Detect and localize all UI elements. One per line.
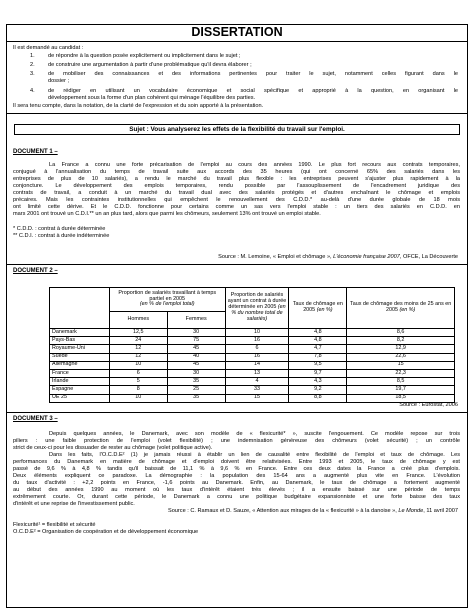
doc1-line: La France a connu une forte précarisation de l'emploi au cours des années 1990. Le plus fort recours aux contrats temporaires, (49, 162, 460, 168)
table-cell: 10 (109, 361, 167, 369)
table-cell: 6 (109, 369, 167, 377)
table-cell: 6 (225, 345, 289, 353)
table-cell: 8,8 (289, 394, 347, 402)
table-cell: 25 (167, 386, 225, 394)
table-cell: 16 (225, 353, 289, 361)
doc3-line: strict de ceux-ci pour les dissuader de rester au chômage (volet politique active). (13, 445, 213, 451)
section-divider (6, 113, 468, 114)
table-cell-country: Suède (50, 353, 110, 361)
table-cell-country: Royaume-Uni (50, 345, 110, 353)
table-cell: 33 (225, 386, 289, 394)
table-cell-country: Allemagne (50, 361, 110, 369)
table-cell: 8,5 (347, 378, 455, 386)
doc2-source: Source : Eurostat, 2006 (399, 402, 458, 408)
doc2-heading: DOCUMENT 2 – (13, 268, 58, 274)
table-row (50, 337, 455, 345)
table-cell: 4,8 (289, 337, 347, 345)
table-cell: 18,5 (347, 394, 455, 402)
doc1-line: conjugué à l'annualisation du temps de travail suite aux accords des 35 heures (qui ont concerné 65% des salariés dans les (13, 169, 460, 175)
table-cell: 4,3 (289, 378, 347, 386)
table-row (50, 353, 455, 361)
doc1-line: ont limité cette dérive. Et le C.D.D. fonctionne pour certains comme un sas vers l'emploi stable : un tiers des salariés en C.D.D. en (13, 204, 460, 210)
doc3-note: Flexicurité¹ = flexibilité et sécurité (13, 522, 96, 528)
intro-item-cont: dossier ; (48, 78, 70, 84)
table-cell: 8,2 (347, 337, 455, 345)
table-cell: 12,5 (109, 329, 167, 337)
doc3-line: au début des années 1990 au moment où les taux d'intérêt étaient très élevés ; il a ensuite baissé sur une période de temps (13, 487, 460, 493)
doc1-line: précaires. Mais les contraintes institutionnelles qui empêchent le renouvellement des C.D.D.* au-delà d'une durée globale de 18 mois (13, 197, 460, 203)
table-cell-country: France (50, 369, 110, 377)
table-cell: 12 (109, 345, 167, 353)
table-cell: 19,7 (347, 386, 455, 394)
doc1-line: entreprises de plus de 10 salariés), a rendu le marché du travail plus flexible : les entreprises peuvent s'ajuster plus rapidement à la (13, 176, 460, 182)
table-cell: 24 (109, 337, 167, 345)
doc3-line: piliers : une faible protection de l'emploi (volet flexibilité) ; une indemnisation généreuse des chômeurs (volet sécurité) ; un contrôle (13, 438, 460, 444)
intro-item: de répondre à la question posée explicitement ou implicitement dans le sujet ; (48, 53, 241, 59)
table-cell: 45 (167, 345, 225, 353)
table-cell: 40 (167, 353, 225, 361)
table-header-part-time: Proportion de salariés travaillant à temps partiel en 2005 (en % de l'emploi total) (109, 288, 225, 312)
doc3-line: Dans les faits, l'O.C.D.E² (1) je jamais réussi à établir un lien de causalité entre flexibilité de l'emploi et taux de chômage. Les (49, 452, 460, 458)
table-cell: 22,3 (347, 369, 455, 377)
table-cell: 15 (225, 394, 289, 402)
intro-item: de rédiger en utilisant un vocabulaire économique et social spécifique et approprié à la question, en organisant le (48, 88, 458, 94)
section-divider (6, 264, 468, 265)
table-cell: 75 (167, 337, 225, 345)
table-cell: 8,6 (347, 329, 455, 337)
table-row (50, 386, 455, 394)
doc3-line: performances du Danemark en matière de chômage et d'emploi doivent être relativisées. Entre 1993 et 2005, le taux de chômage y est (13, 459, 460, 465)
doc3-line: passé de 9,6 % à 4,8 % tandis qu'il baissait de 11,1 % à 9,6 % en France. Entre ces deux dates la France a créé plus d'emplois. (13, 466, 460, 472)
doc1-heading: DOCUMENT 1 – (13, 149, 58, 155)
table-cell: 4,8 (289, 329, 347, 337)
table-cell: 9,2 (289, 386, 347, 394)
intro-item-cont: développement sous la forme d'un plan cohérent qui ménage l'équilibre des parties. (48, 95, 256, 101)
doc3-note: O.C.D.E² = Organisation de coopération et de développement économique (13, 529, 199, 535)
table-cell-country: UE 25 (50, 394, 110, 402)
doc3-line: d'intérêt et une reprise de l'investissement public. (13, 501, 135, 507)
intro-item-number: 3. (30, 71, 35, 77)
table-cell: 30 (167, 369, 225, 377)
table-cell: 4 (225, 378, 289, 386)
table-cell-country: Pays-Bas (50, 337, 110, 345)
table-cell: 9,7 (289, 369, 347, 377)
table-cell: 15 (347, 361, 455, 369)
table-cell-country: Irlande (50, 378, 110, 386)
sujet-text: Sujet : Vous analyserez les effets de la flexibilité du travail sur l'emploi. (129, 126, 345, 133)
table-cell: 8 (109, 386, 167, 394)
table-cell: 14 (225, 361, 289, 369)
table-row (50, 378, 455, 386)
table-cell: 12,9 (347, 345, 455, 353)
table-header-fixed-term: Proportion de salariés ayant un contrat à durée déterminée en 2005 (en % du nombre total de salariés) (225, 288, 289, 329)
table-header-men: Hommes (109, 312, 167, 329)
doc1-note: * C.D.D. : contrat à durée déterminée (13, 226, 106, 232)
table-cell: 22,6 (347, 353, 455, 361)
doc1-source: Source : M. Lemoine, « Emploi et chômage », L'économie française 2007, OFCE, La Découverte (218, 254, 458, 260)
table-row (50, 329, 455, 337)
intro-lead: Il est demandé au candidat : (13, 45, 84, 51)
table-cell: 5 (109, 378, 167, 386)
intro-item-number: 1. (30, 53, 35, 59)
table-cell: 30 (167, 329, 225, 337)
table-cell: 10 (225, 329, 289, 337)
doc1-line: contrats de travail, a conduit à un marché du travail dual avec des salariés protégés et d'autres enchaînant le chômage et emplois (13, 190, 460, 196)
intro-item-number: 4. (30, 88, 35, 94)
table-cell: 35 (167, 394, 225, 402)
table-header-youth-unemployment: Taux de chômage des moins de 25 ans en 2005 (en %) (347, 288, 455, 329)
section-divider (6, 412, 468, 413)
intro-item: de construire une argumentation à partir d'une problématique qu'il devra élaborer ; (48, 62, 252, 68)
doc2-table (49, 287, 455, 403)
intro-closing: Il sera tenu compte, dans la notation, de la clarté de l'expression et du soin apporté à la présentation. (13, 103, 264, 109)
doc3-line: Deux éléments expliquent ce paradoxe. La démographie : la population des 15-64 ans a augmenté plus vite en France. L'évolution (13, 473, 460, 479)
doc1-line: mars 2001 ont trouvé un C.D.I.** un an plus tard, alors que parmi les chômeurs, seulement 13% ont trouvé un emploi stable. (13, 211, 321, 217)
table-row (50, 345, 455, 353)
table-header-country (50, 288, 110, 329)
doc1-note: ** C.D.I. : contrat à durée indéterminée (13, 233, 110, 239)
intro-item-number: 2. (30, 62, 35, 68)
doc3-line: Depuis quelques années, le Danemark, avec son modèle de « flexicurité* », suscite l'engouement. Ce modèle repose sur trois (49, 431, 460, 437)
table-cell: 12 (109, 353, 167, 361)
doc1-line: conjoncture. Le développement des emplois temporaires, rendu possible par l'assouplissement de l'encadrement juridique des (13, 183, 460, 189)
table-cell: 10 (109, 394, 167, 402)
table-header-women: Femmes (167, 312, 225, 329)
intro-item: de mobiliser des connaissances et des informations pertinentes pour traiter le sujet, notamment celles figurant dans le (48, 71, 458, 77)
doc3-heading: DOCUMENT 3 – (13, 416, 58, 422)
doc3-line: du taux d'activité : +2,2 points en France, -1,6 points au Danemark. Enfin, au Danemark, le taux de chômage a fortement augmenté (13, 480, 460, 486)
table-cell: 35 (167, 378, 225, 386)
table-cell: 9,5 (289, 361, 347, 369)
table-cell: 45 (167, 361, 225, 369)
doc3-source: Source : C. Ramaux et D. Sauze, « Attention aux mirages de la « flexicurité » à la danoise », Le Monde, 11 avril 2007 (167, 508, 458, 514)
table-header-unemployment: Taux de chômage en 2005 (en %) (289, 288, 347, 329)
table-cell: 16 (225, 337, 289, 345)
table-row (50, 361, 455, 369)
table-cell-country: Espagne (50, 386, 110, 394)
page-title: DISSERTATION (6, 24, 468, 42)
doc3-line: extrêmement courte. Or, durant cette période, le Danemark a connu une politique budgétaire expansionniste et une forte baisse des taux (13, 494, 460, 500)
table-cell: 13 (225, 369, 289, 377)
table-cell: 4,7 (289, 345, 347, 353)
table-cell: 7,8 (289, 353, 347, 361)
table-row (50, 394, 455, 402)
table-cell-country: Danemark (50, 329, 110, 337)
table-row (50, 369, 455, 377)
